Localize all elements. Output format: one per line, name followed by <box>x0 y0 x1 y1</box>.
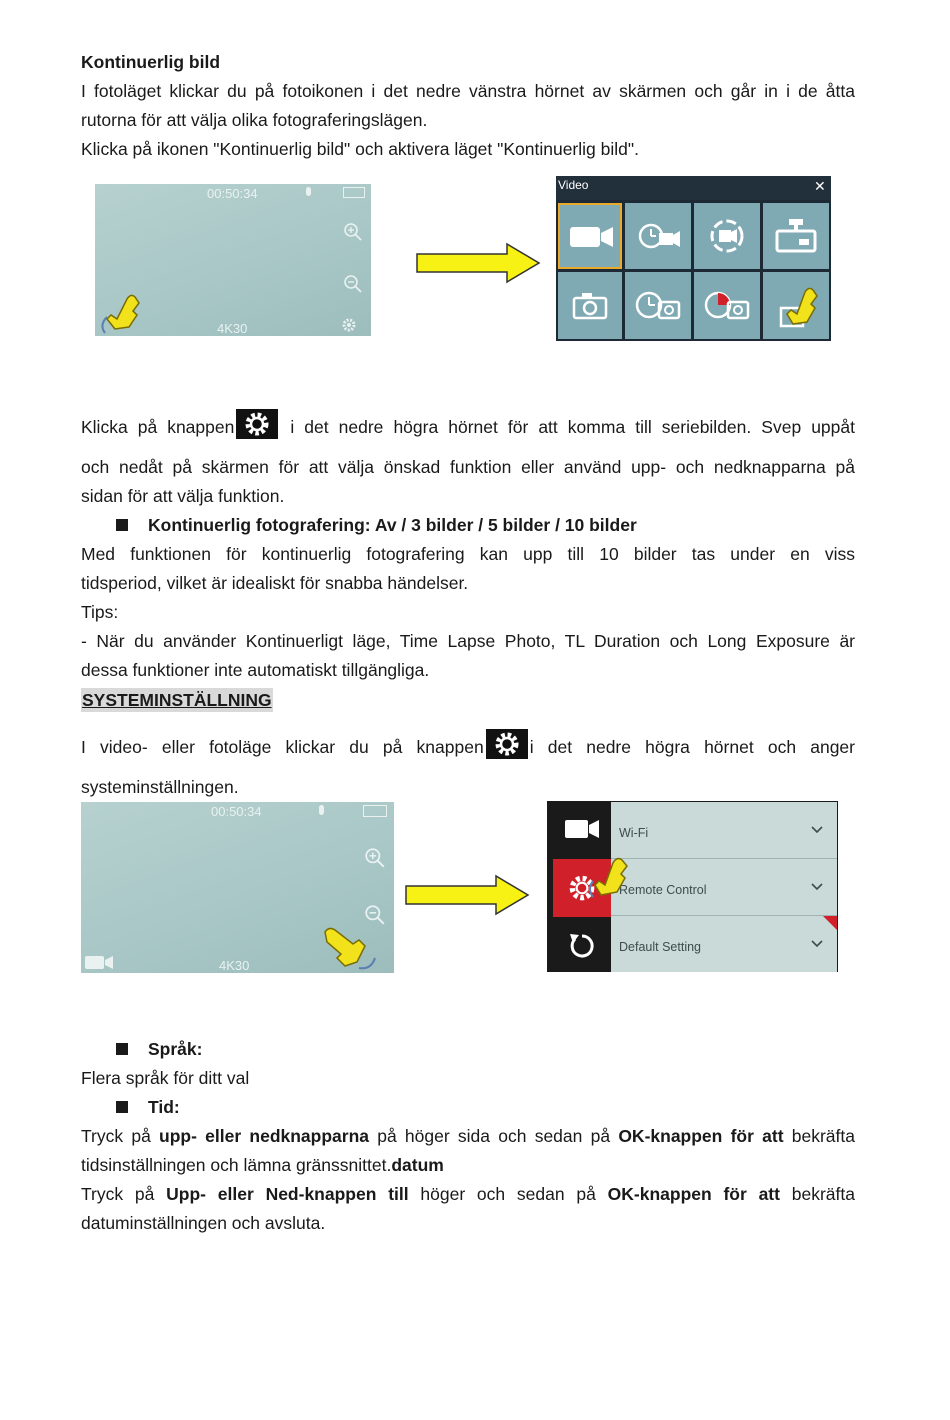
paragraph-fragment: Tryck på <box>81 1184 167 1204</box>
paragraph-line <box>81 403 855 451</box>
paragraph-fragment: I video- eller fotoläge klickar du på knappen <box>81 737 484 757</box>
paragraph-fragment-bold: OK-knappen för att <box>607 1184 780 1204</box>
resolution-readout: 4K30 <box>217 321 248 336</box>
long-exposure-icon <box>704 288 750 322</box>
mic-icon <box>319 805 324 815</box>
reset-icon <box>567 931 597 961</box>
photo-camera-icon <box>572 292 608 320</box>
mode-grid-screenshot <box>556 176 831 341</box>
paragraph-fragment-bold: upp- eller nedknapparna <box>159 1126 370 1146</box>
tips-label: Tips: <box>81 602 119 622</box>
paragraph-fragment: bekräfta <box>783 1126 855 1146</box>
section-title-continuous: Kontinuerlig bild <box>81 52 221 72</box>
bullet-marker <box>116 1043 128 1055</box>
video-camera-icon <box>85 955 113 970</box>
paragraph-line: tidsperiod, vilket är idealiskt för snabba händelser. <box>81 573 469 593</box>
zoom-out-icon <box>343 274 363 294</box>
video-camera-icon <box>565 819 599 839</box>
paragraph-fragment-bold: OK-knappen för att <box>618 1126 784 1146</box>
paragraph-fragment: Klicka på knappen <box>81 417 235 437</box>
settings-button-icon <box>236 409 278 439</box>
paragraph-fragment: i det nedre högra hörnet för att komma till seriebilden. Svep uppåt <box>280 417 855 437</box>
paragraph-line <box>81 1151 855 1180</box>
battery-icon <box>363 805 387 817</box>
camera-preview-screenshot <box>81 802 394 973</box>
menu-row-label: Default Setting <box>619 940 701 954</box>
paragraph-line: - När du använder Kontinuerligt läge, Time Lapse Photo, TL Duration och Long Exposure är <box>81 631 855 651</box>
timelapse-video-icon <box>637 221 681 251</box>
corner-marker <box>823 916 837 930</box>
mode-tile-photo <box>558 272 622 339</box>
paragraph-fragment: höger och sedan på <box>408 1184 608 1204</box>
right-arrow-icon <box>404 874 530 916</box>
dashcam-icon <box>775 217 817 255</box>
paragraph-line: datuminställningen och avsluta. <box>81 1213 326 1233</box>
paragraph-line <box>81 1122 855 1151</box>
bullet-marker <box>116 519 128 531</box>
menu-row-default-setting[interactable] <box>611 916 837 972</box>
paragraph-fragment: tidsinställningen och lämna gränssnittet. <box>81 1155 392 1175</box>
paragraph-line: I fotoläget klickar du på fotoikonen i det nedre vänstra hörnet av skärmen och går in i de åtta <box>81 81 855 101</box>
mode-tile-timelapse-photo <box>625 272 691 339</box>
pointing-hand-icon <box>97 289 147 335</box>
pointing-hand-icon <box>587 851 637 901</box>
paragraph-line: systeminställningen. <box>81 777 239 797</box>
mode-tile-dashcam <box>763 203 829 269</box>
bullet-title-continuous-shooting: Kontinuerlig fotografering: Av / 3 bilder / 5 bilder / 10 bilder <box>148 515 637 535</box>
gear-icon <box>341 317 357 333</box>
settings-button-icon <box>486 729 528 759</box>
menu-row-remote-control[interactable] <box>611 859 837 916</box>
paragraph-line <box>81 723 855 771</box>
settings-menu-screenshot <box>547 801 838 972</box>
menu-row-wifi[interactable] <box>611 802 837 859</box>
timelapse-photo-icon <box>635 288 681 322</box>
right-arrow-icon <box>415 242 541 284</box>
pointing-hand-icon <box>319 924 383 972</box>
paragraph-line: och nedåt på skärmen för att välja önskad funktion eller använd upp- och nedknapparna på <box>81 457 855 477</box>
paragraph-line <box>81 1180 855 1209</box>
paragraph-line: rutorna för att välja olika fotograferingslägen. <box>81 110 428 130</box>
camera-preview-screenshot <box>95 184 371 336</box>
resolution-readout: 4K30 <box>219 958 250 973</box>
mode-tile-loop-video <box>694 203 760 269</box>
paragraph-line: Klicka på ikonen "Kontinuerlig bild" och aktivera läget "Kontinuerlig bild". <box>81 139 639 159</box>
grid-header-label: Video <box>558 178 589 192</box>
zoom-out-icon <box>364 904 386 926</box>
mode-tile-continuous-photo <box>763 272 829 339</box>
chevron-down-icon <box>811 940 823 948</box>
timer-readout: 00:50:34 <box>211 804 262 819</box>
zoom-in-icon <box>364 847 386 869</box>
bullet-marker <box>116 1101 128 1113</box>
paragraph-fragment: i det nedre högra hörnet och anger <box>529 737 855 757</box>
close-icon: ✕ <box>814 178 826 194</box>
video-camera-icon <box>570 225 614 249</box>
battery-icon <box>343 187 365 198</box>
paragraph-line: dessa funktioner inte automatiskt tillgängliga. <box>81 660 430 680</box>
menu-row-label: Wi-Fi <box>619 826 649 840</box>
paragraph-fragment-bold: datum <box>391 1155 444 1175</box>
chevron-down-icon <box>811 883 823 891</box>
paragraph-fragment: Tryck på <box>81 1126 160 1146</box>
menu-row-label: Remote Control <box>619 883 707 897</box>
pointing-hand-icon <box>777 278 825 332</box>
section-heading-system-settings: SYSTEMINSTÄLLNING <box>82 690 272 710</box>
paragraph-line: sidan för att välja funktion. <box>81 486 285 506</box>
timer-readout: 00:50:34 <box>207 186 258 201</box>
paragraph-line: Med funktionen för kontinuerlig fotografering kan upp till 10 bilder tas under en viss <box>81 544 855 564</box>
bullet-title-time: Tid: <box>148 1097 180 1117</box>
mode-tile-video <box>558 203 622 269</box>
loop-video-icon <box>708 217 746 255</box>
zoom-in-icon <box>343 222 363 242</box>
bullet-title-language: Språk: <box>148 1039 203 1059</box>
chevron-down-icon <box>811 826 823 834</box>
paragraph-fragment: på höger sida och sedan på <box>369 1126 619 1146</box>
paragraph-fragment: bekräfta <box>779 1184 855 1204</box>
mic-icon <box>306 187 311 196</box>
paragraph-line: Flera språk för ditt val <box>81 1068 250 1088</box>
mode-tile-long-exposure <box>694 272 760 339</box>
paragraph-fragment-bold: Upp- eller Ned-knappen till <box>166 1184 409 1204</box>
mode-tile-timelapse-video <box>625 203 691 269</box>
